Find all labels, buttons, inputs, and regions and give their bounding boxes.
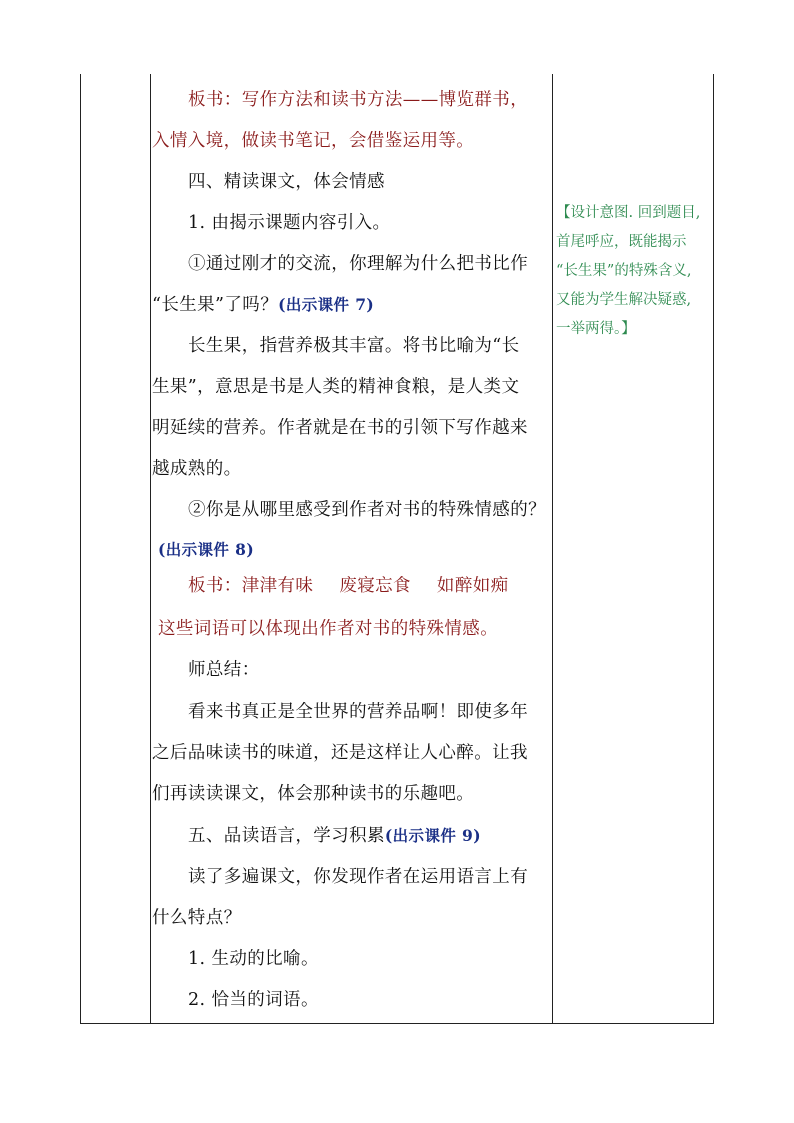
section-5-text: 五、品读语言，学习积累 [188,826,385,846]
column-divider-2 [552,74,553,1024]
question-3-line1: 读了多遍课文，你发现作者在运用语言上有 [188,867,529,887]
summary-line1: 看来书真正是全世界的营养品啊！即使多年 [188,702,529,722]
question-1-line1: ①通过刚才的交流，你理解为什么把书比作 [188,254,529,274]
board-word-1: 津津有味 [241,576,314,596]
board-note: 这些词语可以体现出作者对书的特殊情感。 [158,619,499,639]
answer-1-line1: 长生果，指营养极其丰富。将书比喻为“长 [188,336,520,356]
section-heading-4: 四、精读课文，体会情感 [188,172,385,192]
table-border-bottom [80,1023,714,1024]
design-intent-line1: 【设计意图. 回到题目, [556,205,701,221]
summary-line3: 们再读读课文，体会那种读书的乐趣吧。 [152,784,475,804]
design-intent-line4: 又能为学生解决疑惑, [556,292,692,308]
table-border-left [80,74,81,1024]
board-label: 板书： [188,576,242,596]
design-intent-quote: “长生果” [556,263,615,279]
question-2: ②你是从哪里感受到作者对书的特殊情感的？ [188,500,546,520]
board-text-methods-line1: 板书：写作方法和读书方法——博览群书， [188,90,529,110]
question-1-text: “长生果”了吗？ [152,295,279,315]
section-heading-5 [188,826,481,846]
courseware-tag-9: (出示课件 9) [384,826,481,845]
step-1: 1. 由揭示课题内容引入。 [188,213,391,233]
board-text-words [188,576,509,596]
board-text-methods-line2: 入情入境，做读书笔记，会借鉴运用等。 [152,131,475,151]
design-intent-line5: 一举两得。】 [556,321,636,337]
design-intent-line3-rest: 的特殊含义, [614,263,692,279]
answer-1-line4: 越成熟的。 [152,459,242,479]
courseware-tag-7: (出示课件 7) [278,295,375,314]
column-divider-1 [150,74,151,1024]
courseware-tag-8: (出示课件 8) [158,540,255,559]
answer-1-line3: 明延续的营养。作者就是在书的引领下写作越来 [152,418,528,438]
teacher-summary-label: 师总结： [188,660,260,680]
answer-1-line2: 生果”，意思是书是人类的精神食粮，是人类文 [152,377,520,397]
board-word-3: 如醉如痴 [436,576,509,596]
table-border-right [713,74,714,1024]
question-3-line2: 什么特点？ [152,908,242,928]
summary-line2: 之后品味读书的味道，还是这样让人心醉。让我 [152,743,528,763]
question-1-line2 [152,295,374,315]
point-1: 1. 生动的比喻。 [188,949,319,969]
point-2: 2. 恰当的词语。 [188,990,319,1010]
board-word-2: 废寝忘食 [339,576,411,596]
design-intent-line2: 首尾呼应，既能揭示 [556,234,687,250]
design-intent-line3 [556,262,691,280]
